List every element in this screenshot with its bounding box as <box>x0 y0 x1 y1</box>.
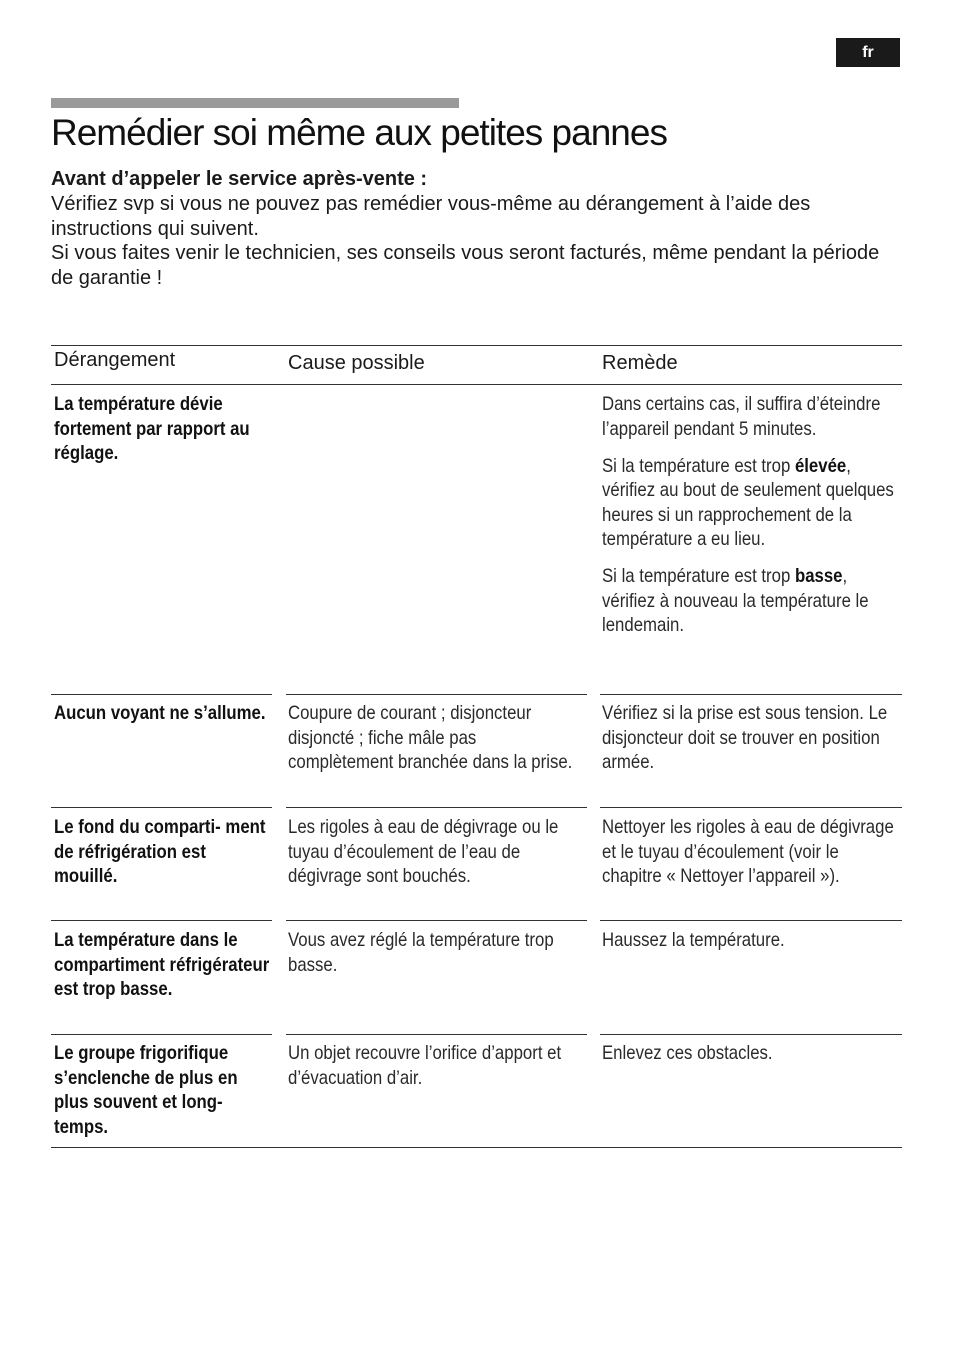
row-rule <box>51 920 272 921</box>
table-row-4-remedy: Haussez la température. <box>602 929 785 951</box>
remedy-paragraph: Si la température est trop basse, vérifiez à nouveau la température le lendemain. <box>602 565 869 636</box>
header-bottom-rule <box>51 384 902 385</box>
row-rule <box>286 1034 587 1035</box>
header-fault: Dérangement <box>54 349 176 371</box>
language-badge: fr <box>836 38 900 67</box>
table-row-3-cause: Les rigoles à eau de dégivrage ou le tuyau d’écoulement de l’eau de dégivrage sont bouchés. <box>288 816 559 887</box>
table-row-2-remedy: Vérifiez si la prise est sous tension. Le disjoncteur doit se trouver en position armée. <box>602 702 888 773</box>
table-row-4-fault: La température dans le compartiment réfrigérateur est trop basse. <box>54 929 270 1000</box>
table-row-5-cause: Un objet recouvre l’orifice d’apport et d’évacuation d’air. <box>288 1042 562 1089</box>
table-row-3-fault: Le fond du comparti- ment de réfrigération est mouillé. <box>54 816 266 887</box>
header-cause: Cause possible <box>288 352 425 374</box>
page-title: Remédier soi même aux petites pannes <box>51 112 667 153</box>
row-rule <box>600 807 902 808</box>
table-row-1-remedy <box>602 392 903 638</box>
row-rule <box>51 807 272 808</box>
row-rule <box>286 694 587 695</box>
table-bottom-rule <box>51 1147 902 1148</box>
table-row-5-remedy: Enlevez ces obstacles. <box>602 1042 773 1064</box>
table-top-rule <box>51 345 902 346</box>
remedy-paragraph: Si la température est trop élevée, vérifiez au bout de seulement quelques heures si un rapprochement de la température a eu lieu. <box>602 454 894 550</box>
row-rule <box>51 1034 272 1035</box>
header-remedy: Remède <box>602 352 678 374</box>
row-rule <box>600 920 902 921</box>
intro-paragraph-2: Si vous faites venir le technicien, ses conseils vous seront facturés, même pendant la période de garantie ! <box>51 242 880 289</box>
remedy-paragraph: Dans certains cas, il suffira d’éteindre l’appareil pendant 5 minutes. <box>602 393 881 440</box>
table-row-2-fault: Aucun voyant ne s’allume. <box>54 702 266 724</box>
row-rule <box>600 694 902 695</box>
intro-heading: Avant d’appeler le service après-vente : <box>51 168 428 190</box>
table-row-2-cause: Coupure de courant ; disjoncteur disjoncté ; fiche mâle pas complètement branchée dans la prise. <box>288 702 573 773</box>
table-row-1-fault: La température dévie fortement par rapport au réglage. <box>54 393 250 464</box>
intro-paragraph-1: Vérifiez svp si vous ne pouvez pas remédier vous-même au dérangement à l’aide des instructions qui suivent. <box>51 193 811 240</box>
title-accent-bar <box>51 98 459 108</box>
row-rule <box>286 807 587 808</box>
table-row-4-cause: Vous avez réglé la température trop basse. <box>288 929 554 976</box>
table-row-3-remedy: Nettoyer les rigoles à eau de dégivrage et le tuyau d’écoulement (voir le chapitre « Nettoyer l’appareil »). <box>602 816 894 887</box>
row-rule <box>286 920 587 921</box>
row-rule <box>51 694 272 695</box>
table-row-5-fault: Le groupe frigorifique s’enclenche de plus en plus souvent et long- temps. <box>54 1042 238 1138</box>
row-rule <box>600 1034 902 1035</box>
